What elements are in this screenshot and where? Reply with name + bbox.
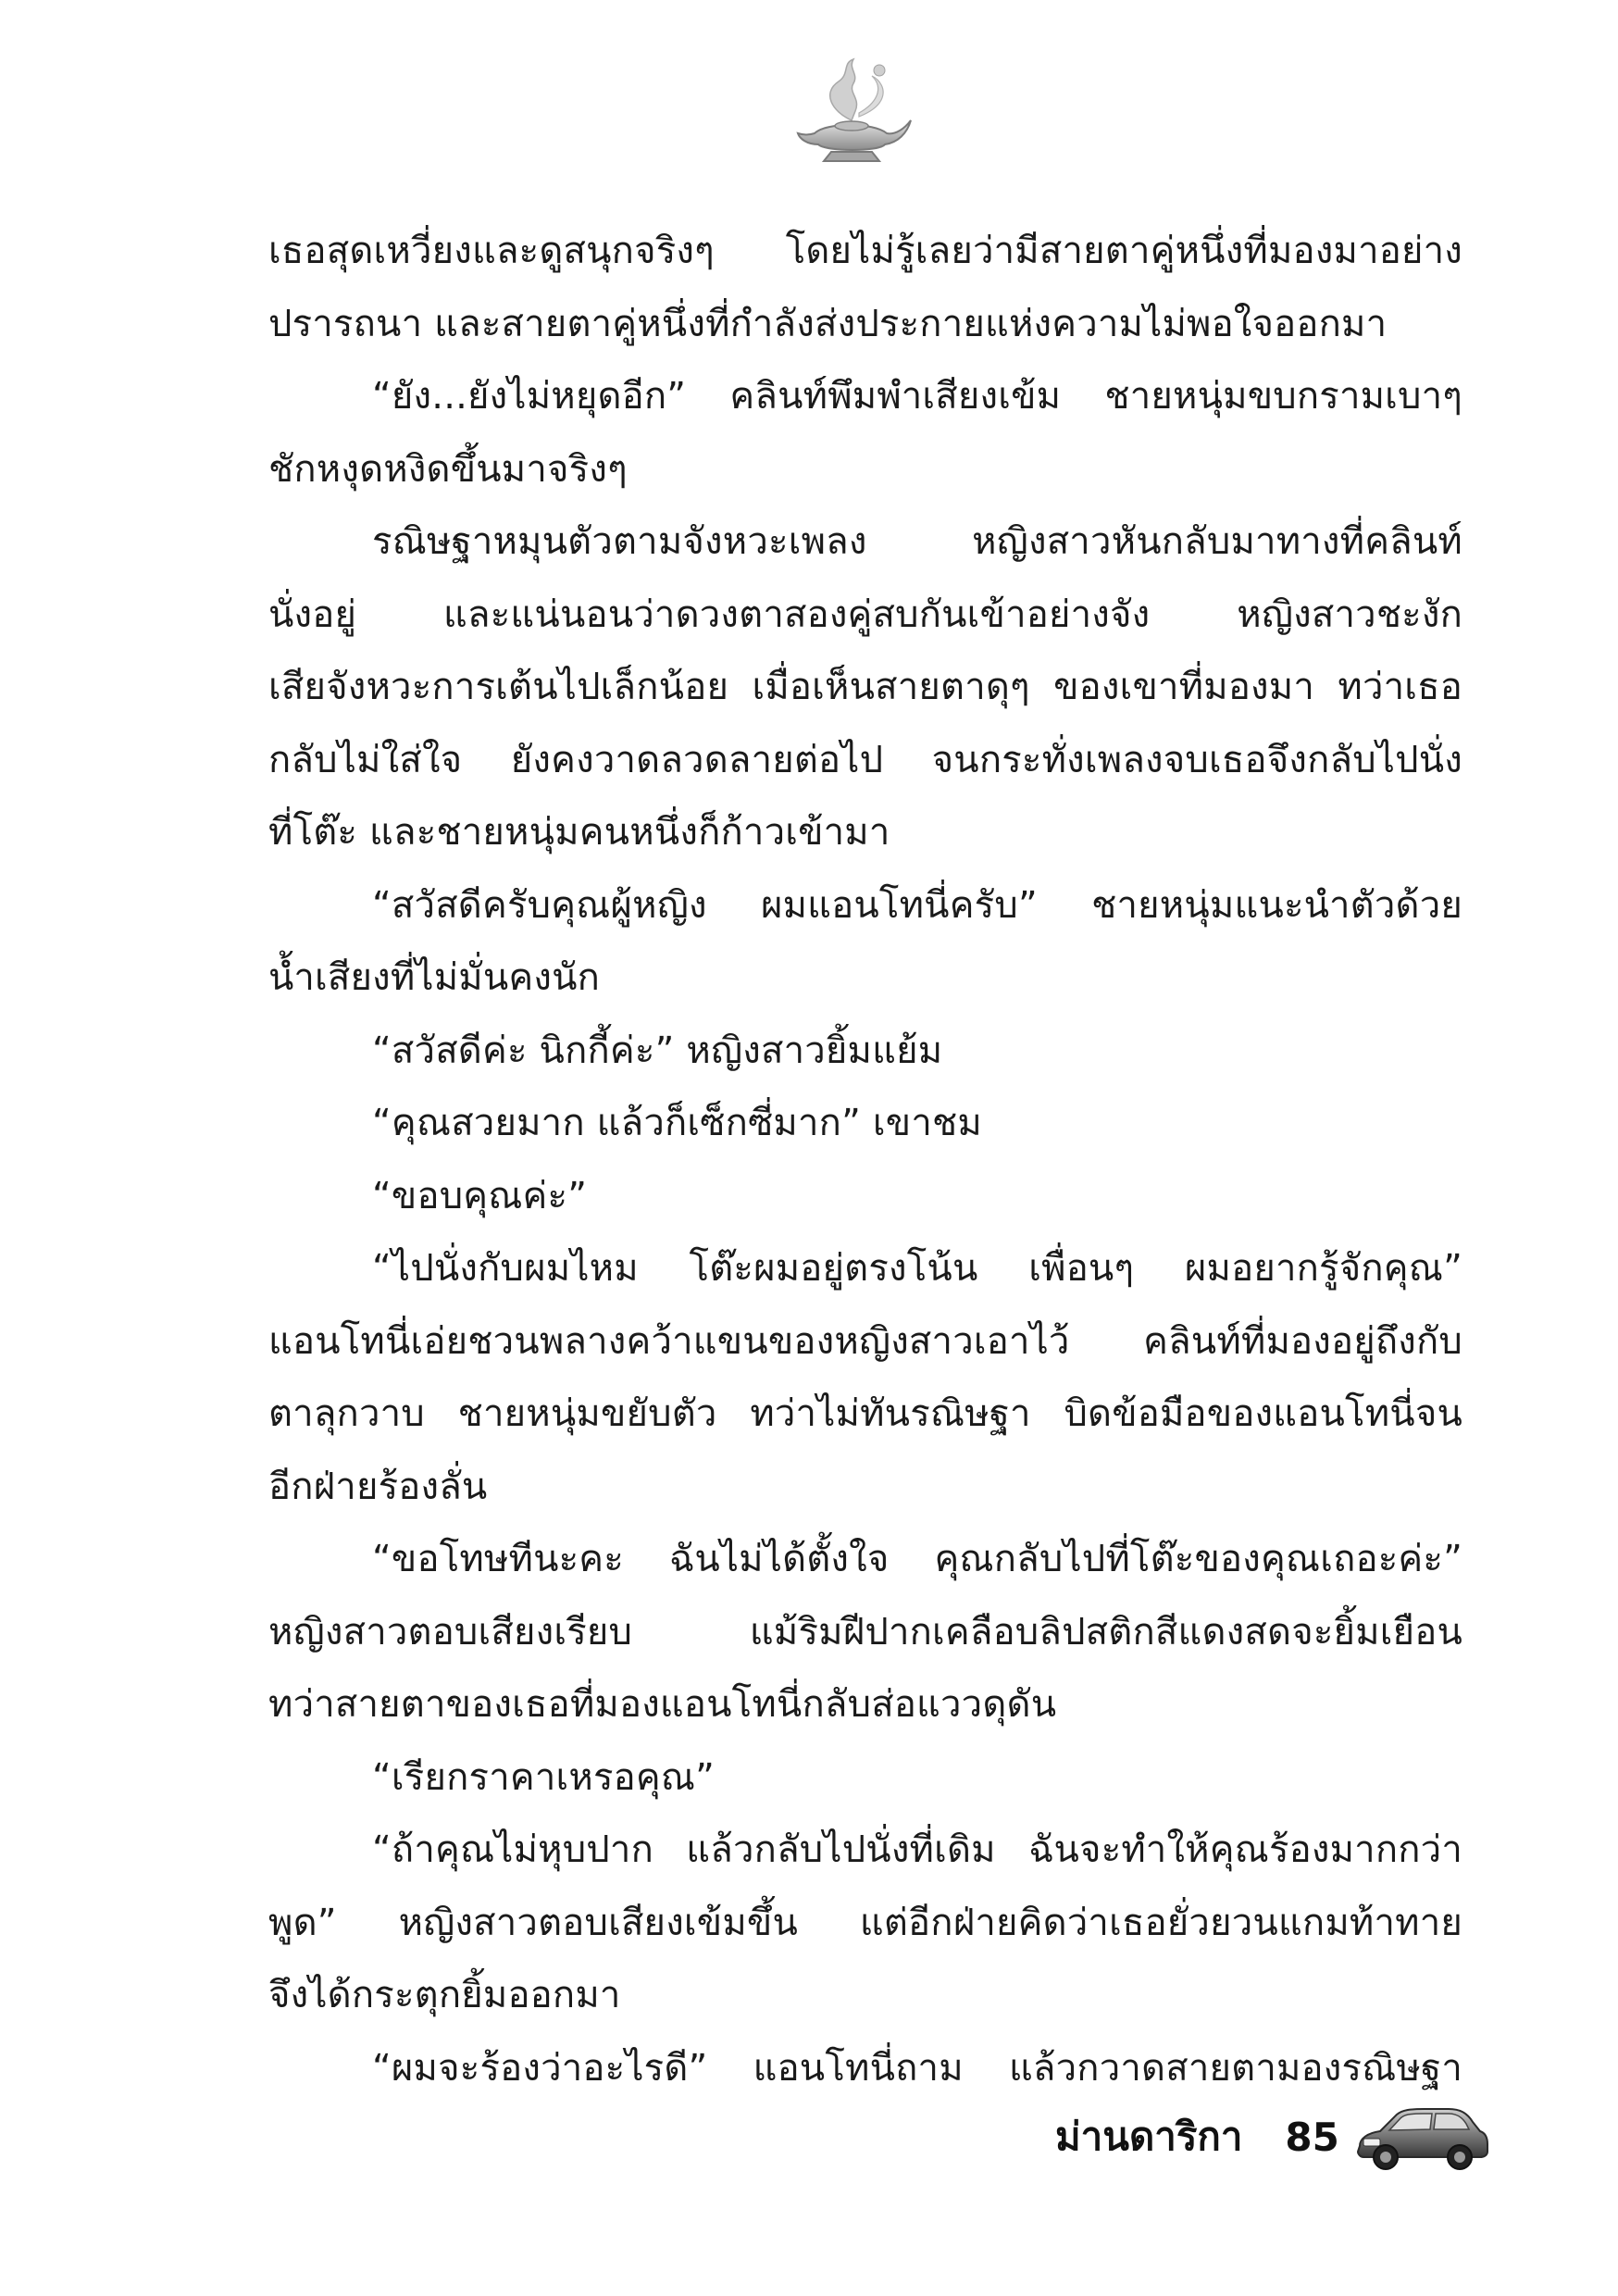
text-line: นั่งอยู่ และแน่นอนว่าดวงตาสองคู่สบกันเข้าอย่างจัง หญิงสาวชะงัก [268,593,1462,636]
text-line: เสียจังหวะการเต้นไปเล็กน้อย เมื่อเห็นสายตาดุๆ ของเขาที่มองมา ทว่าเธอ [268,666,1462,708]
text-line: ที่โต๊ะ และชายหนุ่มคนหนึ่งก็ก้าวเข้ามา [268,811,890,854]
text-line: พูด” หญิงสาวตอบเสียงเข้มขึ้น แต่อีกฝ่ายคิดว่าเธอยั่วยวนแกมท้าทาย [268,1901,1462,1944]
text-line: “ผมจะร้องว่าอะไรดี” แอนโทนี่ถาม แล้วกวาดสายตามองรณิษฐา [372,2046,1462,2090]
text-line: ชักหงุดหงิดขึ้นมาจริงๆ [268,447,628,491]
text-line: แอนโทนี่เอ่ยชวนพลางคว้าแขนของหญิงสาวเอาไว้ คลินท์ที่มองอยู่ถึงกับ [268,1319,1462,1363]
text-line: “สวัสดีครับคุณผู้หญิง ผมแอนโทนี่ครับ” ชายหนุ่มแนะนำตัวด้วย [372,883,1462,927]
text-line: รณิษฐาหมุนตัวตามจังหวะเพลง หญิงสาวหันกลับมาทางที่คลินท์ [372,520,1462,563]
text-line: หญิงสาวตอบเสียงเรียบ แม้ริมฝีปากเคลือบลิปสติกสีแดงสดจะยิ้มเยือน [268,1610,1462,1653]
text-line: น้ำเสียงที่ไม่มั่นคงนัก [268,956,601,999]
text-line: “ขอบคุณค่ะ” [372,1174,588,1217]
text-line: อีกฝ่ายร้องลั่น [268,1465,488,1508]
text-line: ตาลุกวาบ ชายหนุ่มขยับตัว ทว่าไม่ทันรณิษฐา บิดข้อมือของแอนโทนี่จน [268,1392,1462,1435]
page-number: 85 [1285,2114,1339,2160]
text-line: “คุณสวยมาก แล้วก็เซ็กซี่มาก” เขาชม [372,1102,982,1144]
text-line: ทว่าสายตาของเธอที่มองแอนโทนี่กลับส่อแววดุดัน [268,1683,1057,1726]
car-icon [1352,2102,1491,2172]
page-footer [1055,2100,1491,2174]
text-line: จึงได้กระตุกยิ้มออกมา [268,1974,621,2016]
text-line: “ขอโทษทีนะคะ ฉันไม่ได้ตั้งใจ คุณกลับไปที่โต๊ะของคุณเถอะค่ะ” [372,1538,1462,1580]
text-line: “สวัสดีค่ะ นิกกี้ค่ะ” หญิงสาวยิ้มแย้ม [372,1029,943,1072]
text-line: ปรารถนา และสายตาคู่หนึ่งที่กำลังส่งประกายแห่งความไม่พอใจออกมา [268,302,1388,345]
text-line: เธอสุดเหวี่ยงและดูสนุกจริงๆ โดยไม่รู้เลยว่ามีสายตาคู่หนึ่งที่มองมาอย่าง [268,230,1462,272]
genie-lamp-icon [794,56,915,167]
body-text [268,215,1462,2104]
text-line: กลับไม่ใส่ใจ ยังคงวาดลวดลายต่อไป จนกระทั่งเพลงจบเธอจึงกลับไปนั่ง [268,738,1462,781]
text-line: “เรียกราคาเหรอคุณ” [372,1755,716,1799]
text-line: “ไปนั่งกับผมไหม โต๊ะผมอยู่ตรงโน้น เพื่อนๆ ผมอยากรู้จักคุณ” [372,1247,1462,1290]
book-title: ม่านดาริกา [1055,2114,1243,2159]
text-line: “ยัง...ยังไม่หยุดอีก” คลินท์พึมพำเสียงเข้ม ชายหนุ่มขบกรามเบาๆ [372,375,1462,418]
text-line: “ถ้าคุณไม่หุบปาก แล้วกลับไปนั่งที่เดิม ฉันจะทำให้คุณร้องมากกว่า [372,1828,1462,1871]
